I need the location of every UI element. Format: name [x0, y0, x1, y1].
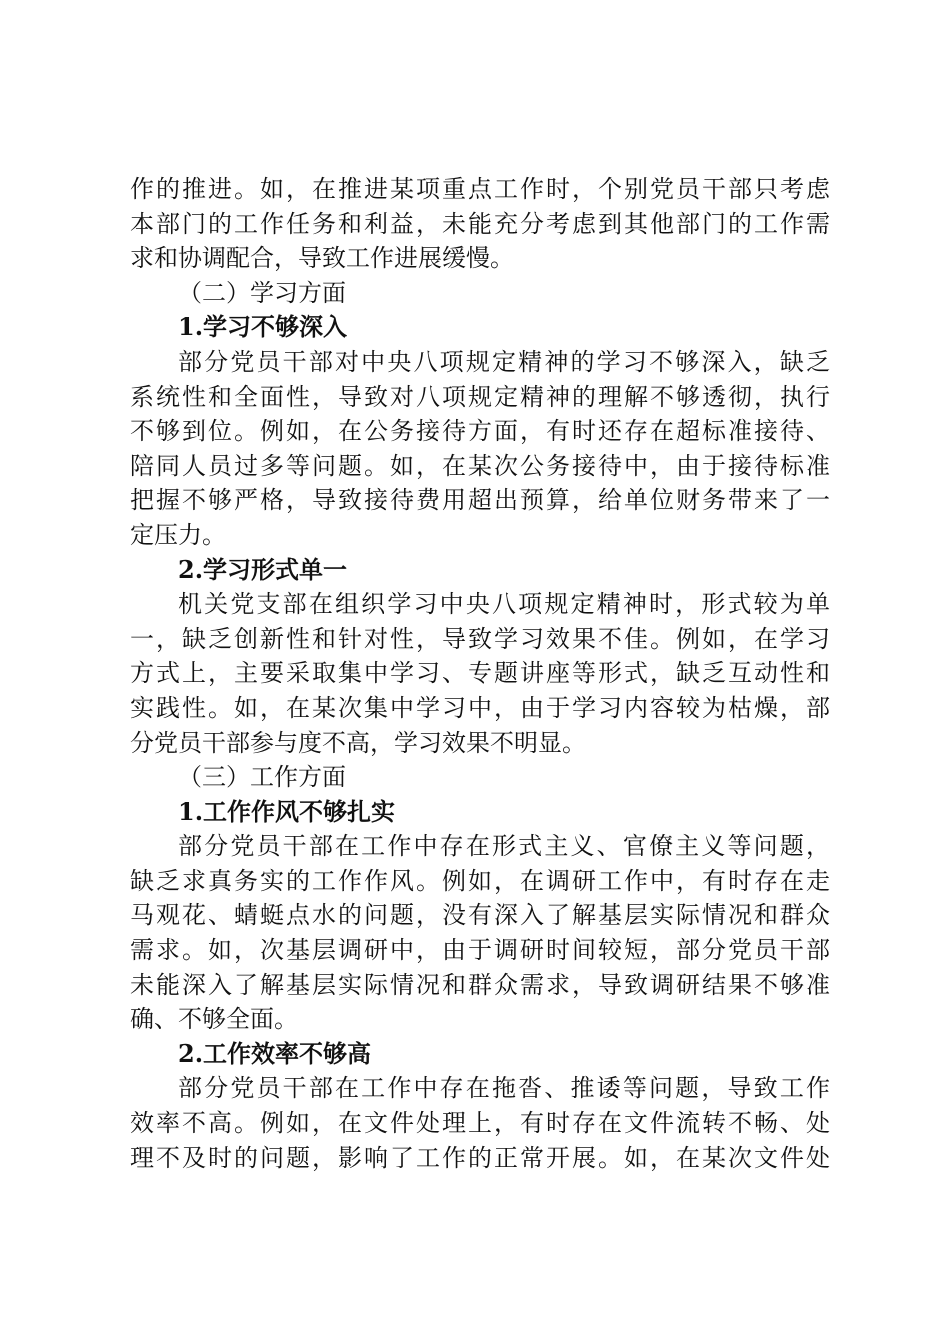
body-line: 部分党员干部在工作中存在拖沓、推诿等问题，导致工作: [178, 1074, 830, 1103]
body-line: 未能深入了解基层实际情况和群众需求，导致调研结果不够准: [130, 970, 830, 999]
body-line: 系统性和全面性，导致对八项规定精神的理解不够透彻，执行: [130, 382, 830, 411]
body-line: 分党员干部参与度不高，学习效果不明显。: [130, 728, 586, 757]
body-line: 求和协调配合，导致工作进展缓慢。: [130, 244, 514, 273]
body-line: 陪同人员过多等问题。如，在某次公务接待中，由于接待标准: [130, 451, 830, 480]
body-line: 本部门的工作任务和利益，未能充分考虑到其他部门的工作需: [130, 209, 830, 238]
body-line: 机关党支部在组织学习中央八项规定精神时，形式较为单: [178, 590, 830, 619]
subsection-heading: 1.学习不够深入: [178, 312, 348, 342]
body-line: 实践性。如，在某次集中学习中，由于学习内容较为枯燥，部: [130, 693, 830, 722]
body-line: 确、不够全面。: [130, 1005, 298, 1034]
document-body: [130, 172, 830, 1175]
subsection-heading: 2.学习形式单一: [178, 554, 348, 584]
body-line: 效率不高。例如，在文件处理上，有时存在文件流转不畅、处: [130, 1109, 830, 1138]
section-heading: （三）工作方面: [178, 763, 346, 792]
body-line: 马观花、蜻蜓点水的问题，没有深入了解基层实际情况和群众: [130, 901, 830, 930]
body-line: 不够到位。例如，在公务接待方面，有时还存在超标准接待、: [130, 417, 830, 446]
body-line: 缺乏求真务实的工作作风。例如，在调研工作中，有时存在走: [130, 866, 830, 895]
body-line: 需求。如，次基层调研中，由于调研时间较短，部分党员干部: [130, 936, 830, 965]
section-heading: （二）学习方面: [178, 278, 346, 307]
body-line: 把握不够严格，导致接待费用超出预算，给单位财务带来了一: [130, 486, 830, 515]
subsection-heading: 2.工作效率不够高: [178, 1038, 372, 1068]
body-line: 一，缺乏创新性和针对性，导致学习效果不佳。例如，在学习: [130, 624, 830, 653]
body-line: 理不及时的问题，影响了工作的正常开展。如，在某次文件处: [130, 1143, 830, 1172]
subsection-heading: 1.工作作风不够扎实: [178, 796, 396, 826]
body-line: 作的推进。如，在推进某项重点工作时，个别党员干部只考虑: [130, 175, 830, 203]
body-line: 部分党员干部对中央八项规定精神的学习不够深入，缺乏: [178, 347, 830, 376]
body-line: 部分党员干部在工作中存在形式主义、官僚主义等问题，: [178, 832, 830, 861]
body-line: 定压力。: [130, 520, 226, 549]
body-line: 方式上，主要采取集中学习、专题讲座等形式，缺乏互动性和: [130, 659, 830, 688]
